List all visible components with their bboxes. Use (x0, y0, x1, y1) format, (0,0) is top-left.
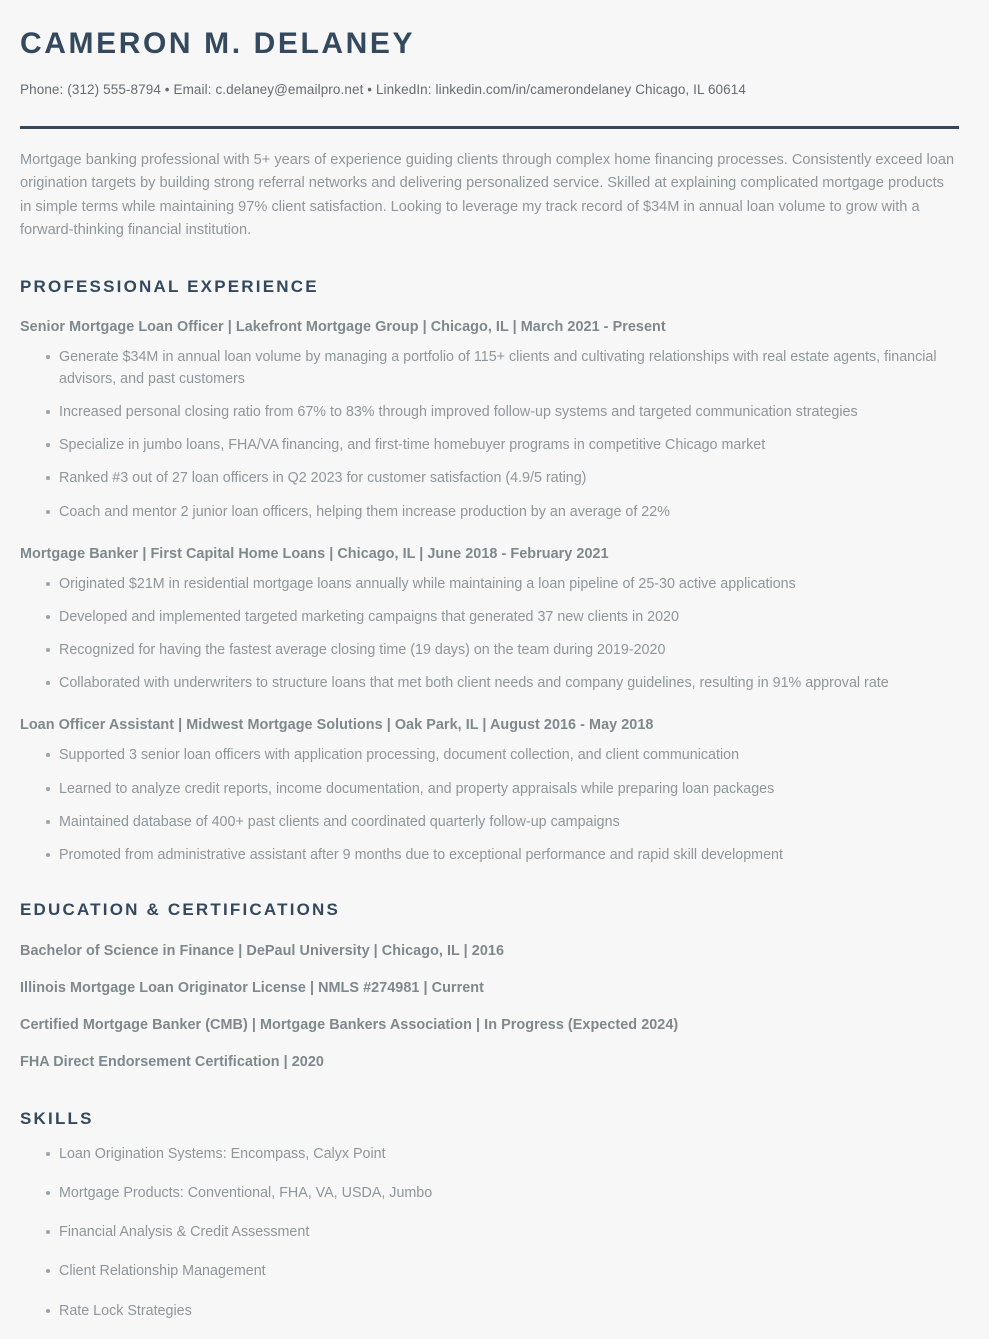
experience-entries (20, 319, 959, 866)
skill-item: Financial Analysis & Credit Assessment (20, 1221, 959, 1243)
education-entries (20, 943, 959, 1070)
education-entry: Illinois Mortgage Loan Originator License | NMLS #274981 | Current (20, 980, 484, 997)
section-title-skills: SKILLS (20, 1109, 94, 1129)
skill-item: Mortgage Products: Conventional, FHA, VA, USDA, Jumbo (20, 1182, 959, 1204)
professional-summary: Mortgage banking professional with 5+ years of experience guiding clients through complex home financing processes. Consistently exceed loan origination targets by building strong referral networks and delivering personalized service. Skilled at explaining complicated mortgage products in simple terms while maintaining 97% client satisfaction. Looking to leverage my track record of $34M in annual loan volume to grow with a forward-thinking financial institution. (20, 151, 955, 239)
candidate-name: CAMERON M. DELANEY (20, 27, 416, 60)
job-header: Loan Officer Assistant | Midwest Mortgage Solutions | Oak Park, IL | August 2016 - May 2018 (20, 717, 654, 734)
bullet-item: Increased personal closing ratio from 67% to 83% through improved follow-up systems and targeted communication strategies (20, 401, 959, 423)
bullet-item: Coach and mentor 2 junior loan officers, helping them increase production by an average of 22% (20, 501, 959, 523)
education-entry: Certified Mortgage Banker (CMB) | Mortgage Bankers Association | In Progress (Expected 2024) (20, 1017, 679, 1034)
job-bullets (20, 573, 959, 695)
job-bullets (20, 346, 959, 523)
bullet-item: Ranked #3 out of 27 loan officers in Q2 2023 for customer satisfaction (4.9/5 rating) (20, 467, 959, 489)
bullet-item: Promoted from administrative assistant after 9 months due to exceptional performance and rapid skill development (20, 844, 959, 866)
bullet-item: Originated $21M in residential mortgage loans annually while maintaining a loan pipeline of 25-30 active applications (20, 573, 959, 595)
section-title-education: EDUCATION & CERTIFICATIONS (20, 900, 341, 920)
job-bullets (20, 744, 959, 866)
bullet-item: Maintained database of 400+ past clients and coordinated quarterly follow-up campaigns (20, 811, 959, 833)
bullet-item: Generate $34M in annual loan volume by managing a portfolio of 115+ clients and cultivating relationships with real estate agents, financial advisors, and past customers (20, 346, 959, 390)
section-title-experience: PROFESSIONAL EXPERIENCE (20, 276, 319, 296)
job-header: Senior Mortgage Loan Officer | Lakefront Mortgage Group | Chicago, IL | March 2021 - Present (20, 318, 666, 335)
skills-list (20, 1143, 959, 1322)
header-divider (20, 126, 959, 129)
job-header: Mortgage Banker | First Capital Home Loans | Chicago, IL | June 2018 - February 2021 (20, 545, 609, 562)
skill-item: Rate Lock Strategies (20, 1300, 959, 1322)
skill-item: Client Relationship Management (20, 1260, 959, 1282)
education-entry: FHA Direct Endorsement Certification | 2020 (20, 1054, 324, 1071)
bullet-item: Developed and implemented targeted marketing campaigns that generated 37 new clients in 2020 (20, 606, 959, 628)
skill-item: Loan Origination Systems: Encompass, Calyx Point (20, 1143, 959, 1165)
bullet-item: Learned to analyze credit reports, income documentation, and property appraisals while preparing loan packages (20, 778, 959, 800)
bullet-item: Specialize in jumbo loans, FHA/VA financing, and first-time homebuyer programs in competitive Chicago market (20, 434, 959, 456)
bullet-item: Supported 3 senior loan officers with application processing, document collection, and client communication (20, 744, 959, 766)
bullet-item: Recognized for having the fastest average closing time (19 days) on the team during 2019-2020 (20, 639, 959, 661)
education-entry: Bachelor of Science in Finance | DePaul University | Chicago, IL | 2016 (20, 943, 505, 960)
bullet-item: Collaborated with underwriters to structure loans that met both client needs and company guidelines, resulting in 91% approval rate (20, 672, 959, 694)
contact-line: Phone: (312) 555-8794 • Email: c.delaney@emailpro.net • LinkedIn: linkedin.com/in/camerondelaney Chicago, IL 60614 (20, 82, 746, 97)
